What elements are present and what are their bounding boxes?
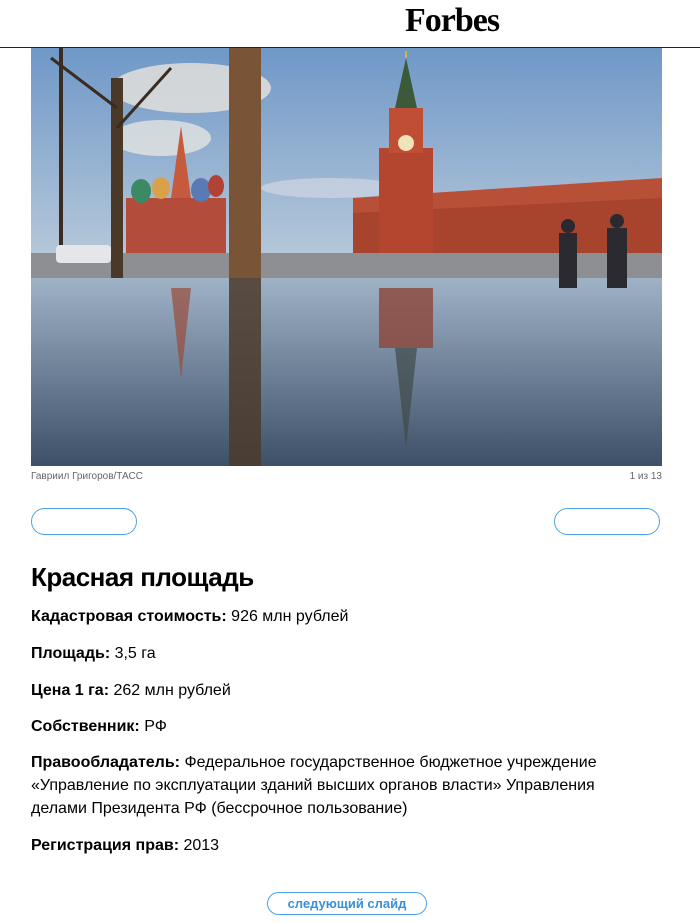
- next-slide-link[interactable]: следующий слайд: [267, 892, 427, 915]
- slide-title: Красная площадь: [31, 562, 254, 592]
- field-value: 262 млн рублей: [109, 682, 231, 699]
- field-value: 926 млн рублей: [226, 608, 349, 625]
- field-cadastral-value: [31, 605, 631, 628]
- field-label: Площадь:: [31, 645, 111, 662]
- field-label: Кадастровая стоимость:: [31, 608, 227, 625]
- previous-slide-button[interactable]: [31, 508, 137, 535]
- field-value: РФ: [139, 718, 167, 735]
- field-owner: [31, 715, 631, 738]
- field-area: [31, 642, 631, 665]
- field-value: 2013: [179, 837, 220, 854]
- red-square-photo-icon: [31, 48, 662, 466]
- field-rights-holder: [31, 751, 631, 820]
- field-label: Собственник:: [31, 718, 140, 735]
- field-value: Федеральное государственное бюджетное учреждение «Управление по эксплуатации зданий высших органов власти» Управления делами Президента РФ (бессрочное пользование): [31, 754, 597, 817]
- field-value: 3,5 га: [110, 645, 156, 662]
- field-label: Цена 1 га:: [31, 682, 110, 699]
- field-price-per-ha: [31, 679, 631, 702]
- slide-photo: [31, 48, 662, 466]
- next-slide-button[interactable]: [554, 508, 660, 535]
- forbes-logo[interactable]: Forbes: [405, 2, 500, 39]
- slide-counter: 1 из 13: [629, 471, 662, 482]
- photo-credit: Гавриил Григоров/ТАСС: [31, 471, 143, 482]
- field-label: Регистрация прав:: [31, 837, 180, 854]
- field-rights-registration: [31, 834, 631, 857]
- field-label: Правообладатель:: [31, 754, 181, 771]
- site-header: [0, 0, 700, 48]
